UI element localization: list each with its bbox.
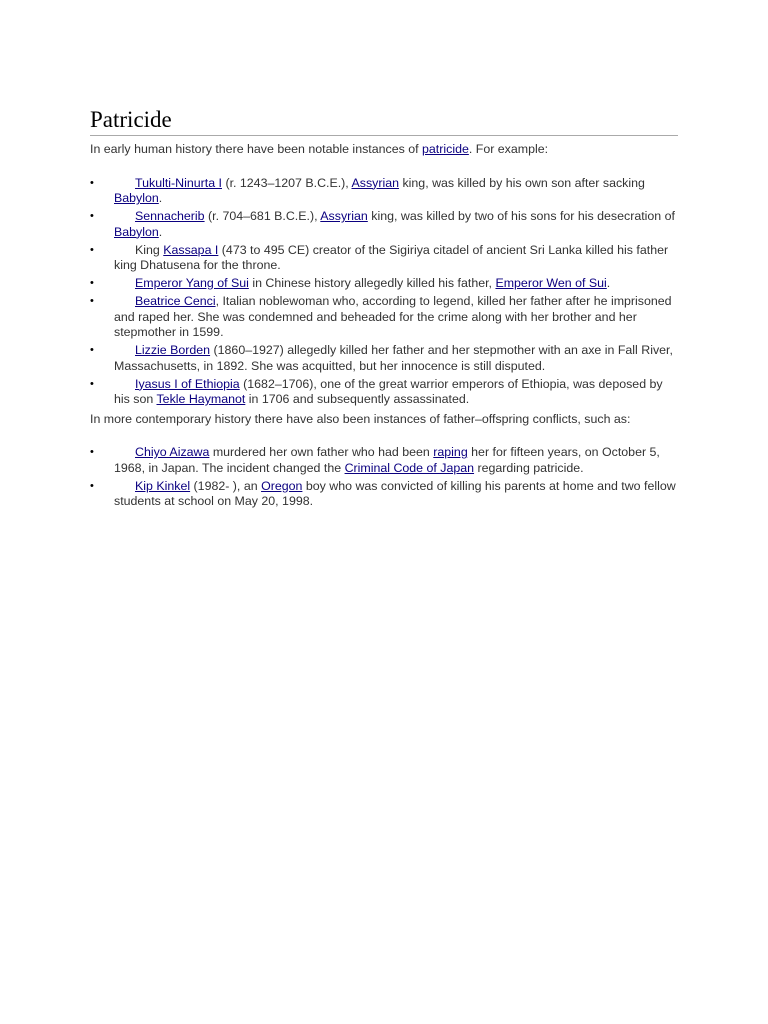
bullet-icon: • (90, 176, 94, 189)
list-item (90, 343, 678, 374)
link-emperor-wen-of-sui[interactable]: Emperor Wen of Sui (495, 276, 607, 290)
bullet-icon: • (90, 446, 94, 458)
item-text: (r. 704–681 B.C.E.), (204, 209, 321, 223)
list-item (90, 294, 678, 341)
item-text: her for fifteen years, on October 5, 1968, in Japan. The incident changed the (114, 445, 660, 475)
link-criminal-code-of-japan[interactable]: Criminal Code of Japan (344, 460, 475, 475)
historical-examples-list (90, 176, 678, 408)
link-kip-kinkel[interactable]: Kip Kinkel (135, 478, 191, 493)
bullet-icon: • (90, 344, 94, 356)
link-babylon[interactable]: Babylon (114, 191, 159, 205)
item-text: regarding patricide. (474, 460, 584, 475)
item-text: king, was killed by his own son after sacking (399, 175, 645, 190)
list-item (90, 176, 678, 207)
list-item (90, 243, 678, 274)
bullet-icon: • (90, 277, 94, 289)
item-text: (1682–1706), one of the great warrior emperors of Ethiopia, was deposed by his son (114, 376, 663, 406)
item-text: in 1706 and subsequently assassinated. (245, 392, 470, 406)
list-item (90, 209, 678, 240)
bullet-icon: • (90, 377, 94, 390)
link-assyrian[interactable]: Assyrian (351, 175, 400, 190)
link-beatrice-cenci[interactable]: Beatrice Cenci (135, 294, 216, 308)
list-item (90, 445, 678, 476)
bullet-icon: • (90, 479, 94, 492)
link-patricide[interactable]: patricide (422, 142, 469, 156)
item-text: murdered her own father who had been (209, 445, 434, 459)
item-text: , Italian noblewoman who, according to legend, killed her father after he imprisoned and raped her. She was condemned and beheaded for the crime along with her brother and her stepmother in 1599. (114, 294, 672, 339)
item-text: King (135, 242, 164, 257)
bullet-icon: • (90, 243, 94, 256)
item-text: (1982- ), an (190, 478, 262, 493)
item-text: (1860–1927) allegedly killed her father and her stepmother with an axe in Fall River, Massachusetts, in 1892. She was acquitted, but her innocence is still disputed. (114, 343, 673, 373)
list-item (90, 377, 678, 408)
intro-text-after: . For example: (468, 142, 549, 156)
contemporary-paragraph: In more contemporary history there have also been instances of father–offspring conflicts, such as: (90, 411, 631, 426)
list-item (90, 276, 678, 292)
item-text: . (606, 276, 611, 290)
link-tukulti-ninurta-i[interactable]: Tukulti-Ninurta I (135, 175, 222, 190)
article (90, 106, 678, 512)
item-text: boy who was convicted of killing his parents at home and two fellow students at school on May 20, 1998. (114, 478, 676, 508)
item-text: in Chinese history allegedly killed his father, (248, 276, 496, 290)
link-emperor-yang-of-sui[interactable]: Emperor Yang of Sui (135, 276, 249, 290)
link-tekle-haymanot[interactable]: Tekle Haymanot (156, 392, 246, 406)
link-oregon[interactable]: Oregon (261, 478, 303, 493)
contemporary-examples-list (90, 445, 678, 510)
bullet-icon: • (90, 210, 94, 222)
link-assyrian[interactable]: Assyrian (320, 209, 368, 223)
link-babylon[interactable]: Babylon (114, 224, 159, 239)
intro-paragraph (90, 142, 678, 158)
item-text: (r. 1243–1207 B.C.E.), (222, 175, 352, 190)
link-sennacherib[interactable]: Sennacherib (135, 209, 205, 223)
intro-text-before: In early human history there have been notable instances of (90, 142, 423, 156)
bullet-icon: • (90, 295, 94, 307)
item-text: . (158, 224, 163, 239)
link-chiyo-aizawa[interactable]: Chiyo Aizawa (135, 445, 210, 459)
link-raping[interactable]: raping (433, 445, 468, 459)
link-iyasus-i-of-ethiopia[interactable]: Iyasus I of Ethiopia (135, 376, 240, 391)
page-title: Patricide (90, 106, 678, 136)
link-kassapa-i[interactable]: Kassapa I (163, 242, 219, 257)
link-lizzie-borden[interactable]: Lizzie Borden (135, 343, 211, 357)
list-item (90, 479, 678, 510)
item-text: (473 to 495 CE) creator of the Sigiriya citadel of ancient Sri Lanka killed his father king Dhatusena for the throne. (114, 242, 669, 272)
item-text: . (158, 191, 163, 205)
item-text: king, was killed by two of his sons for his desecration of (367, 209, 675, 223)
